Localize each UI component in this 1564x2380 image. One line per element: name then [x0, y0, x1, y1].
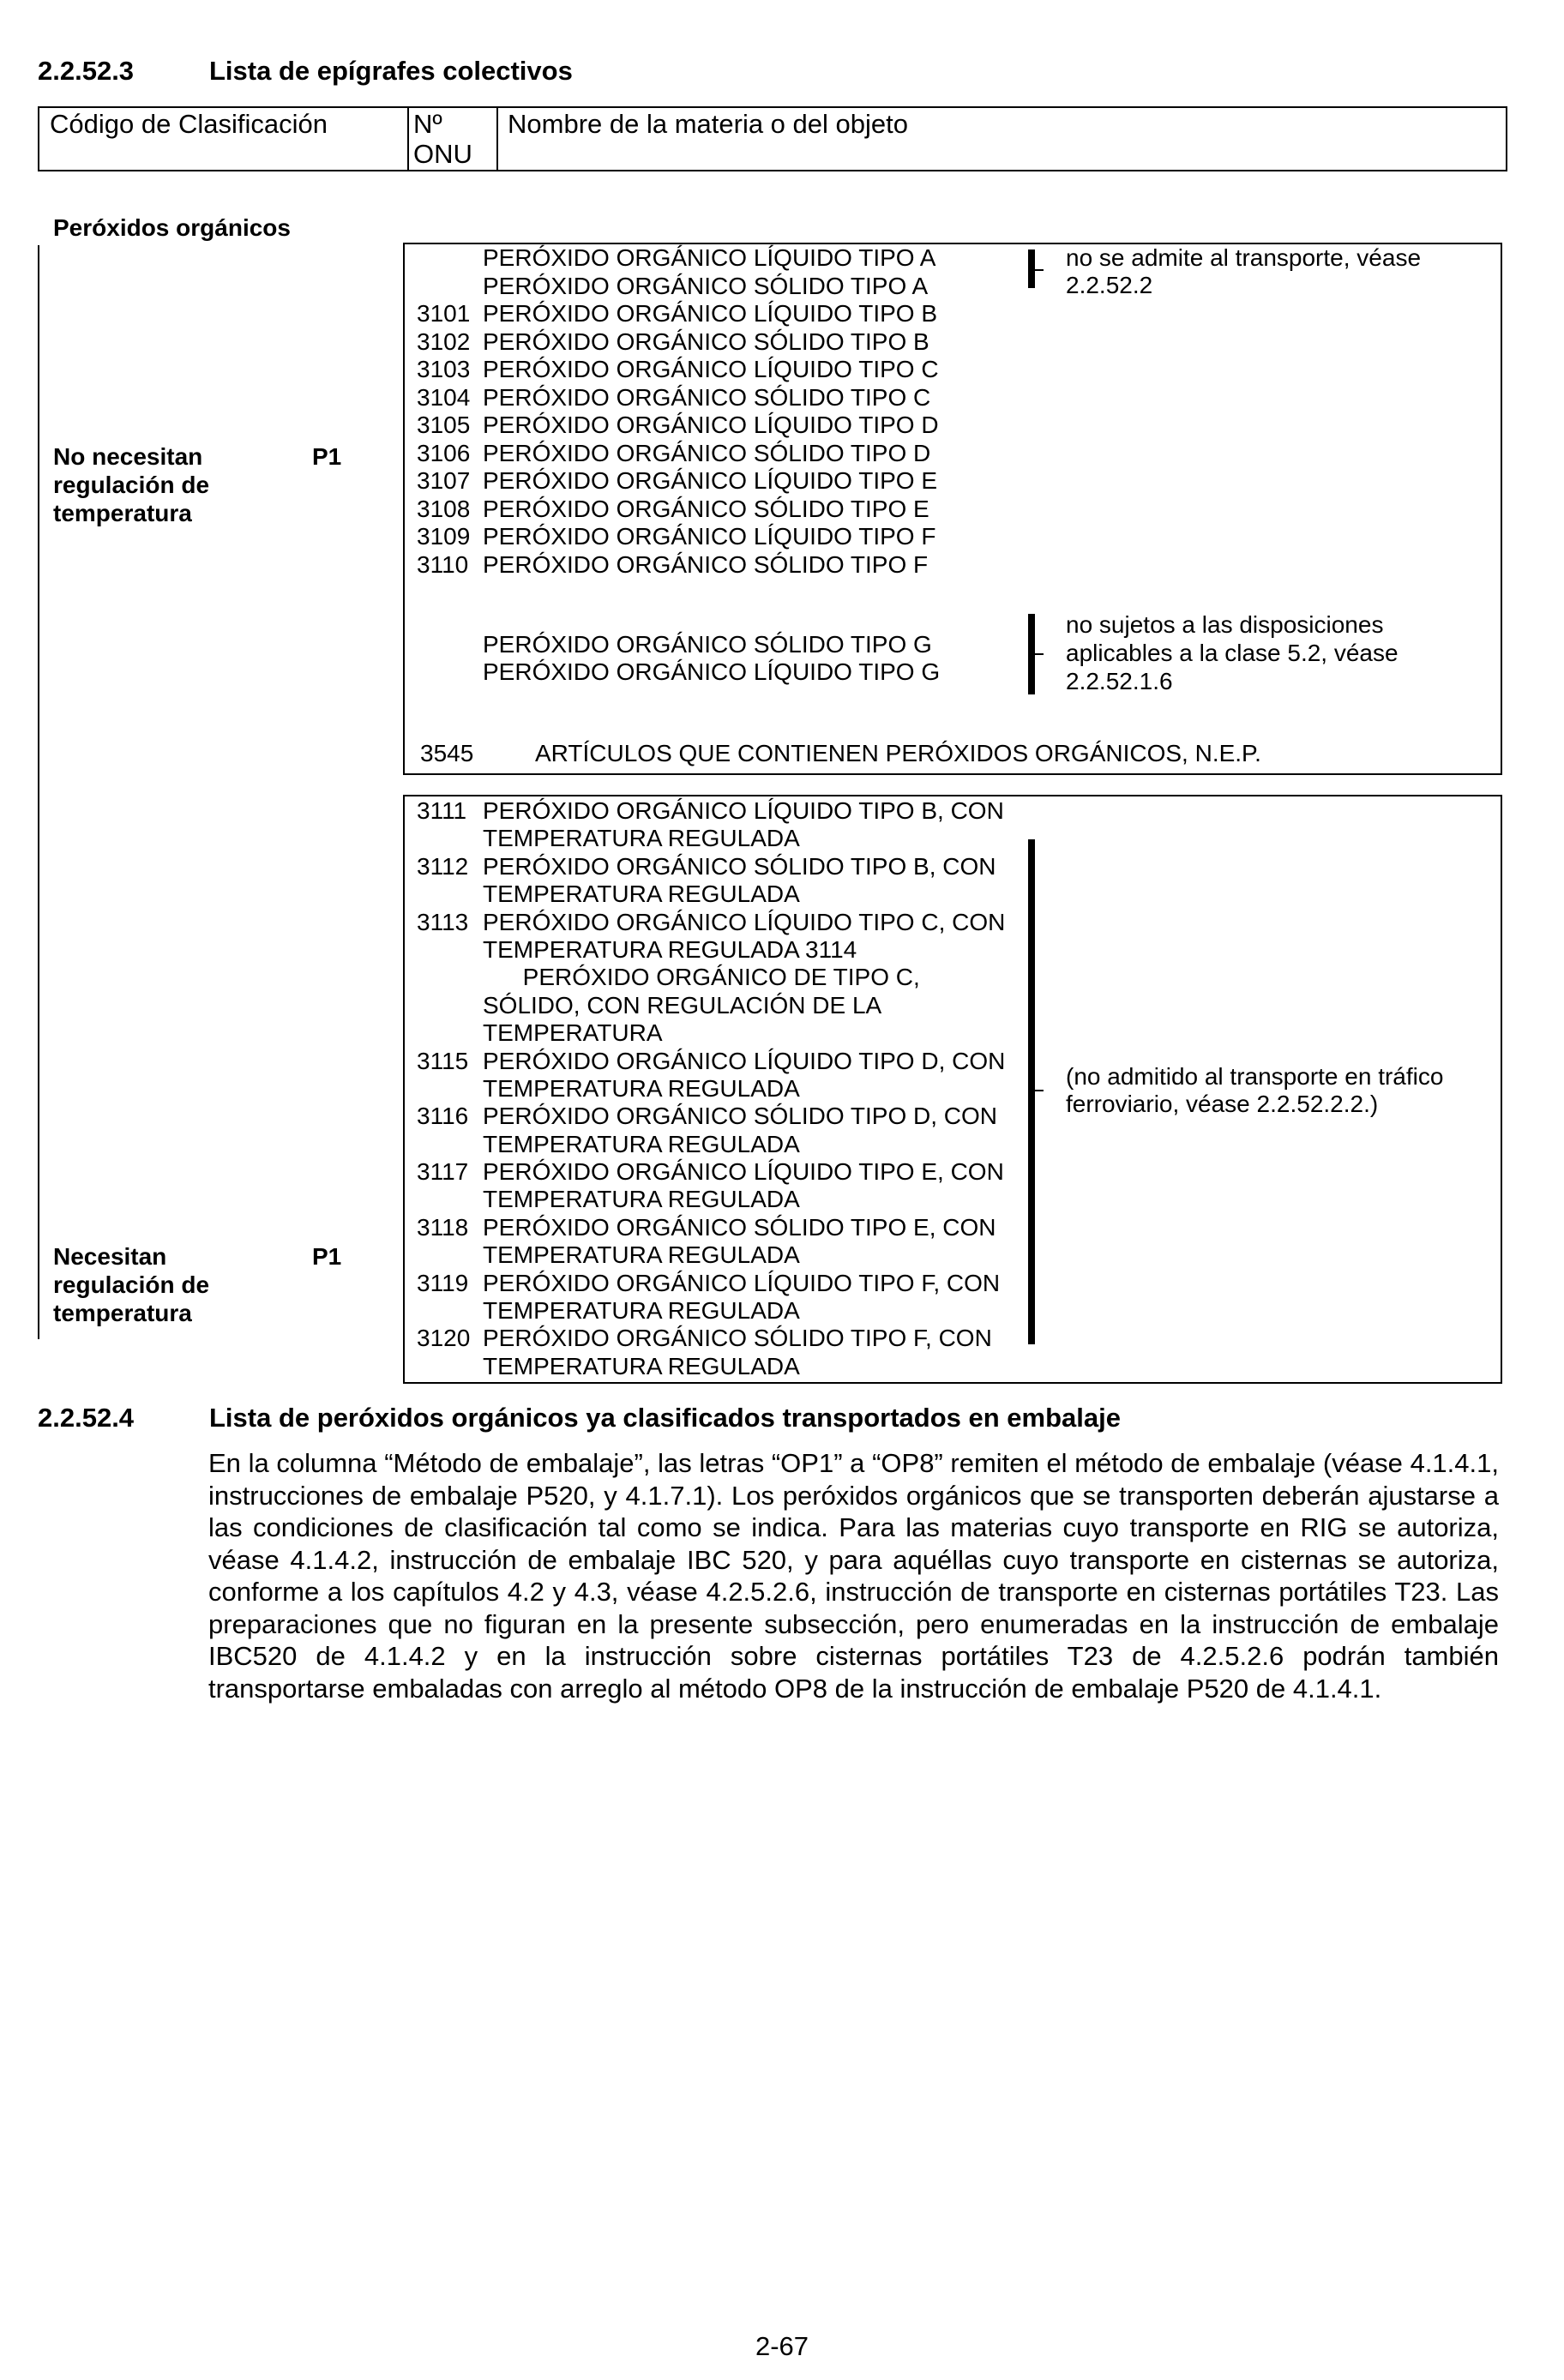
- entry-text: TEMPERATURA REGULADA: [483, 1241, 800, 1269]
- list-item: [417, 1103, 1034, 1130]
- list-item: [417, 467, 1017, 496]
- entry-text: TEMPERATURA REGULADA 3114: [483, 935, 857, 963]
- entry-name: PERÓXIDO ORGÁNICO SÓLIDO TIPO A: [483, 272, 929, 299]
- un-number: 3120: [417, 1325, 471, 1352]
- un-number: 3102: [417, 328, 471, 355]
- temp-label-line2: regulación de: [53, 1271, 210, 1298]
- note-type-a-line2: 2.2.52.2: [1066, 272, 1153, 298]
- entry-name: PERÓXIDO ORGÁNICO LÍQUIDO TIPO C: [483, 356, 939, 382]
- entry-name: PERÓXIDO ORGÁNICO SÓLIDO TIPO B: [483, 328, 929, 355]
- list-item: [417, 1186, 1034, 1213]
- temp-entries: [417, 797, 1034, 1380]
- entry-text: TEMPERATURA REGULADA: [483, 880, 800, 908]
- entry-name: PERÓXIDO ORGÁNICO LÍQUIDO TIPO E: [483, 467, 938, 494]
- list-item: [417, 797, 1034, 825]
- un-number: 3113: [417, 908, 469, 935]
- articles-un: 3545: [420, 740, 474, 766]
- entry-text: PERÓXIDO ORGÁNICO LÍQUIDO TIPO E, CON: [483, 1158, 1004, 1186]
- entry-name: PERÓXIDO ORGÁNICO LÍQUIDO TIPO B: [483, 300, 938, 327]
- temp-label-line1: Necesitan: [53, 1243, 167, 1270]
- list-item: [417, 1297, 1034, 1325]
- entry-text: PERÓXIDO ORGÁNICO SÓLIDO TIPO F, CON: [483, 1325, 992, 1352]
- list-item: [417, 356, 1017, 384]
- un-number: 3115: [417, 1047, 469, 1074]
- group-title: Peróxidos orgánicos: [53, 214, 291, 241]
- list-item: [417, 440, 1017, 468]
- list-item: [417, 1270, 1034, 1297]
- un-number: 3110: [417, 550, 469, 578]
- list-item: [417, 880, 1034, 908]
- entry-name: PERÓXIDO ORGÁNICO SÓLIDO TIPO D: [483, 439, 931, 466]
- list-item: [417, 273, 1017, 301]
- bracket-temp: [1028, 839, 1035, 1344]
- header-name: Nombre de la materia o del objeto: [508, 109, 908, 139]
- list-item: [417, 1075, 1034, 1103]
- section2-title: Lista de peróxidos orgánicos ya clasificados transportados en embalaje: [209, 1403, 1121, 1433]
- un-number: 3116: [417, 1103, 469, 1130]
- entry-text: PERÓXIDO ORGÁNICO SÓLIDO TIPO E, CON: [483, 1213, 996, 1241]
- un-number: 3112: [417, 852, 469, 880]
- un-number: 3105: [417, 412, 471, 438]
- entry-text: TEMPERATURA REGULADA: [483, 1130, 800, 1157]
- note-temp-line1: (no admitido al transporte en tráfico: [1066, 1063, 1444, 1090]
- entry-text: TEMPERATURA REGULADA: [483, 1297, 800, 1325]
- no-temp-entries: [417, 244, 1017, 579]
- note-temp-line2: ferroviario, véase 2.2.52.2.2.): [1066, 1091, 1379, 1117]
- list-item: [417, 1158, 1034, 1186]
- entry-text: TEMPERATURA: [483, 1019, 663, 1047]
- list-item: [417, 551, 1017, 580]
- list-item: [417, 825, 1034, 852]
- section-number: 2.2.52.3: [38, 56, 135, 86]
- list-item: [417, 909, 1034, 936]
- temp-code: P1: [312, 1243, 342, 1270]
- list-item: [417, 1214, 1034, 1241]
- un-number: 3109: [417, 523, 471, 550]
- list-item: [417, 300, 1017, 328]
- note-type-g-line2: aplicables a la clase 5.2, véase: [1066, 640, 1399, 666]
- entry-name: PERÓXIDO ORGÁNICO LÍQUIDO TIPO D: [483, 412, 939, 438]
- list-item: [417, 244, 1017, 273]
- entry-text: TEMPERATURA REGULADA: [483, 1352, 800, 1379]
- header-un-line2: ONU: [413, 139, 472, 169]
- temp-label-line3: temperatura: [53, 1300, 192, 1326]
- entry-text: PERÓXIDO ORGÁNICO LÍQUIDO TIPO D, CON: [483, 1047, 1006, 1074]
- list-item: [417, 1353, 1034, 1380]
- entry-text: PERÓXIDO ORGÁNICO LÍQUIDO TIPO B, CON: [483, 797, 1004, 824]
- entry-type-g-liquid: PERÓXIDO ORGÁNICO LÍQUIDO TIPO G: [483, 658, 941, 685]
- list-item: [417, 1241, 1034, 1269]
- note-type-g-line3: 2.2.52.1.6: [1066, 668, 1173, 694]
- un-number: 3119: [417, 1269, 469, 1296]
- list-item: [417, 384, 1017, 412]
- entry-text: PERÓXIDO ORGÁNICO SÓLIDO TIPO D, CON: [483, 1103, 998, 1130]
- un-number: 3108: [417, 495, 471, 522]
- list-item: [417, 1019, 1034, 1047]
- list-item: [417, 1131, 1034, 1158]
- no-temp-label-line2: regulación de: [53, 472, 210, 498]
- section2-paragraph: En la columna “Método de embalaje”, las letras “OP1” a “OP8” remiten el método de embalaje (véase 4.1.4.1, instrucciones de embalaje P520, y 4.1.7.1). Los peróxidos orgánicos que se transporten deberán ajustarse a las condiciones de clasificación tal como se indica. Para las materias cuyo transporte en RIG se autoriza, véase 4.1.4.2, instrucción de embalaje IBC 520, y para aquéllas cuyo transporte en cisternas se autoriza, conforme a los capítulos 4.2 y 4.3, véase 4.2.5.2.6, instrucción de transporte en cisternas portátiles T23. Las preparaciones que no figuran en la presente subsección, pero enumeradas en la instrucción de embalaje IBC520 de 4.1.4.2 y en la instrucción sobre cisternas portátiles T23 de 4.2.5.2.6 podrán también transportarse embaladas con arreglo al método OP8 de la instrucción de embalaje P520 de 4.1.4.1.: [208, 1448, 1499, 1704]
- page-number: 2-67: [755, 2331, 809, 2361]
- entry-type-g-solid: PERÓXIDO ORGÁNICO SÓLIDO TIPO G: [483, 631, 932, 658]
- entry-text: PERÓXIDO ORGÁNICO DE TIPO C,: [483, 964, 920, 991]
- un-number: 3107: [417, 467, 471, 494]
- un-number: 3106: [417, 439, 471, 466]
- list-item: [417, 964, 1034, 991]
- entry-name: PERÓXIDO ORGÁNICO LÍQUIDO TIPO F: [483, 523, 936, 550]
- list-item: [417, 523, 1017, 551]
- un-number: 3118: [417, 1213, 469, 1241]
- entry-text: PERÓXIDO ORGÁNICO SÓLIDO TIPO B, CON: [483, 852, 996, 880]
- note-type-g-line1: no sujetos a las disposiciones: [1066, 611, 1384, 638]
- no-temp-code: P1: [312, 443, 342, 470]
- un-number: 3104: [417, 383, 471, 411]
- list-item: [417, 936, 1034, 964]
- articles-name: ARTÍCULOS QUE CONTIENEN PERÓXIDOS ORGÁNICOS, N.E.P.: [535, 740, 1261, 766]
- un-number: 3111: [417, 797, 467, 824]
- entry-name: PERÓXIDO ORGÁNICO SÓLIDO TIPO F: [483, 550, 929, 578]
- un-number: 3103: [417, 356, 471, 382]
- entry-text: TEMPERATURA REGULADA: [483, 825, 800, 852]
- no-temp-label-line3: temperatura: [53, 500, 192, 526]
- list-item: [417, 853, 1034, 880]
- no-temp-label-line1: No necesitan: [53, 443, 203, 470]
- list-item: [417, 412, 1017, 440]
- list-item: [417, 328, 1017, 357]
- note-type-a-line1: no se admite al transporte, véase: [1066, 244, 1422, 271]
- un-number: 3117: [417, 1158, 469, 1186]
- entry-text: TEMPERATURA REGULADA: [483, 1074, 800, 1102]
- entry-name: PERÓXIDO ORGÁNICO SÓLIDO TIPO E: [483, 495, 929, 522]
- list-item: [417, 1048, 1034, 1075]
- header-code: Código de Clasificación: [50, 109, 328, 139]
- list-item: [417, 992, 1034, 1019]
- list-item: [417, 1325, 1034, 1352]
- un-number: 3101: [417, 300, 471, 327]
- header-un-line1: Nº: [413, 109, 442, 139]
- entry-text: PERÓXIDO ORGÁNICO LÍQUIDO TIPO C, CON: [483, 908, 1006, 935]
- entry-text: SÓLIDO, CON REGULACIÓN DE LA: [483, 991, 882, 1019]
- entry-name: PERÓXIDO ORGÁNICO LÍQUIDO TIPO A: [483, 244, 936, 271]
- entry-text: PERÓXIDO ORGÁNICO LÍQUIDO TIPO F, CON: [483, 1269, 1001, 1296]
- entry-text: TEMPERATURA REGULADA: [483, 1186, 800, 1213]
- section-title: Lista de epígrafes colectivos: [209, 56, 573, 86]
- entry-name: PERÓXIDO ORGÁNICO SÓLIDO TIPO C: [483, 383, 931, 411]
- list-item: [417, 496, 1017, 524]
- section2-number: 2.2.52.4: [38, 1403, 135, 1433]
